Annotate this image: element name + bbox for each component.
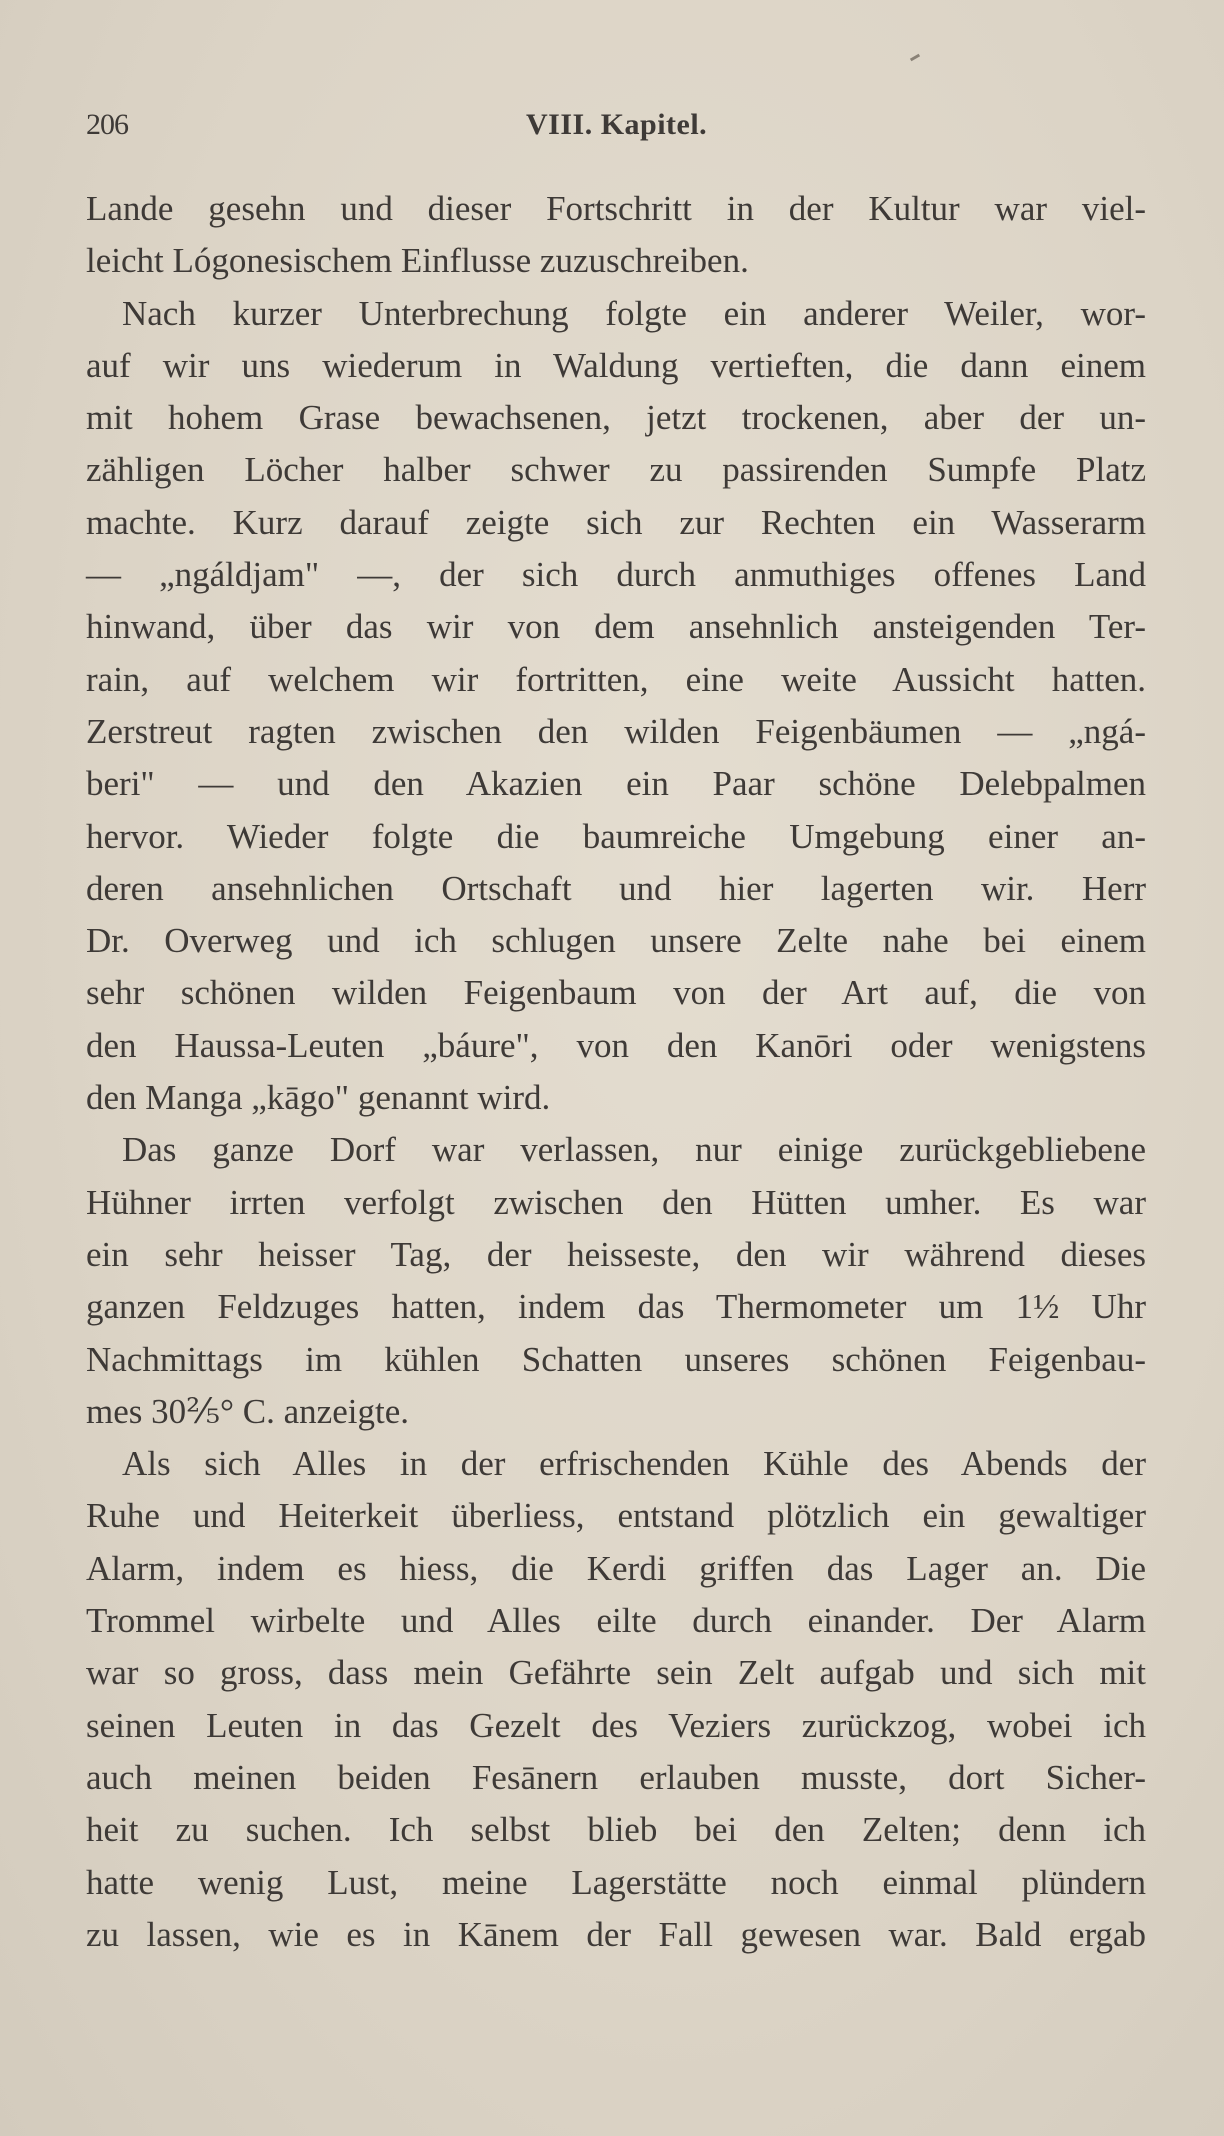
- text-line: leicht Lógonesischem Einflusse zuzuschreiben.: [86, 241, 749, 281]
- text-line: auch meinen beiden Fesānern erlauben musste, dort Sicher-: [86, 1757, 1146, 1797]
- text-line: ganzen Feldzuges hatten, indem das Thermometer um 1½ Uhr: [86, 1287, 1146, 1327]
- text-line: auf wir uns wiederum in Waldung vertieften, die dann einem: [86, 345, 1146, 385]
- text-line: zu lassen, wie es in Kānem der Fall gewesen war. Bald ergab: [86, 1914, 1146, 1954]
- page-number: 206: [86, 108, 128, 141]
- running-head: VIII. Kapitel.: [526, 108, 708, 141]
- text-line: hatte wenig Lust, meine Lagerstätte noch einmal plündern: [86, 1862, 1146, 1902]
- text-line: Nach kurzer Unterbrechung folgte ein anderer Weiler, wor-: [122, 293, 1146, 333]
- text-line: rain, auf welchem wir fortritten, eine weite Aussicht hatten.: [86, 659, 1146, 699]
- text-line: Dr. Overweg und ich schlugen unsere Zelte nahe bei einem: [86, 921, 1146, 961]
- text-line: heit zu suchen. Ich selbst blieb bei den Zelten; denn ich: [86, 1810, 1146, 1850]
- text-line: den Manga „kāgo" genannt wird.: [86, 1078, 551, 1118]
- text-line: war so gross, dass mein Gefährte sein Zelt aufgab und sich mit: [86, 1653, 1146, 1693]
- text-line: ein sehr heisser Tag, der heisseste, den wir während dieses: [86, 1234, 1146, 1274]
- text-line: hinwand, über das wir von dem ansehnlich ansteigenden Ter-: [86, 607, 1146, 647]
- text-line: zähligen Löcher halber schwer zu passirenden Sumpfe Platz: [86, 450, 1146, 490]
- text-line: seinen Leuten in das Gezelt des Veziers zurückzog, wobei ich: [86, 1705, 1146, 1745]
- text-line: den Haussa-Leuten „báure", von den Kanōri oder wenigstens: [86, 1025, 1146, 1065]
- text-line: Hühner irrten verfolgt zwischen den Hütten umher. Es war: [86, 1182, 1146, 1222]
- text-line: hervor. Wieder folgte die baumreiche Umgebung einer an-: [86, 816, 1146, 856]
- text-line: Lande gesehn und dieser Fortschritt in der Kultur war viel-: [86, 189, 1146, 228]
- text-line: Trommel wirbelte und Alles eilte durch einander. Der Alarm: [86, 1601, 1146, 1641]
- text-line: Zerstreut ragten zwischen den wilden Feigenbäumen — „ngá-: [86, 711, 1146, 751]
- text-line: Als sich Alles in der erfrischenden Kühle des Abends der: [122, 1444, 1146, 1484]
- body-text: [86, 183, 1146, 1961]
- text-line: Das ganze Dorf war verlassen, nur einige zurückgebliebene: [122, 1130, 1146, 1170]
- text-line: deren ansehnlichen Ortschaft und hier lagerten wir. Herr: [86, 868, 1146, 908]
- text-line: — „ngáldjam" —, der sich durch anmuthiges offenes Land: [86, 555, 1146, 595]
- text-line: mit hohem Grase bewachsenen, jetzt trockenen, aber der un-: [86, 398, 1146, 438]
- text-line: beri" — und den Akazien ein Paar schöne Delebpalmen: [86, 764, 1146, 804]
- text-line: machte. Kurz darauf zeigte sich zur Rechten ein Wasserarm: [86, 502, 1146, 542]
- text-line: Alarm, indem es hiess, die Kerdi griffen das Lager an. Die: [86, 1548, 1146, 1588]
- text-line: Nachmittags im kühlen Schatten unseres schönen Feigenbau-: [86, 1339, 1146, 1379]
- text-line: mes 30⅖° C. anzeigte.: [86, 1391, 409, 1431]
- text-line: Ruhe und Heiterkeit überliess, entstand plötzlich ein gewaltiger: [86, 1496, 1146, 1536]
- page-header: [86, 108, 1146, 148]
- text-line: sehr schönen wilden Feigenbaum von der Art auf, die von: [86, 973, 1146, 1013]
- page-mark: [910, 54, 920, 62]
